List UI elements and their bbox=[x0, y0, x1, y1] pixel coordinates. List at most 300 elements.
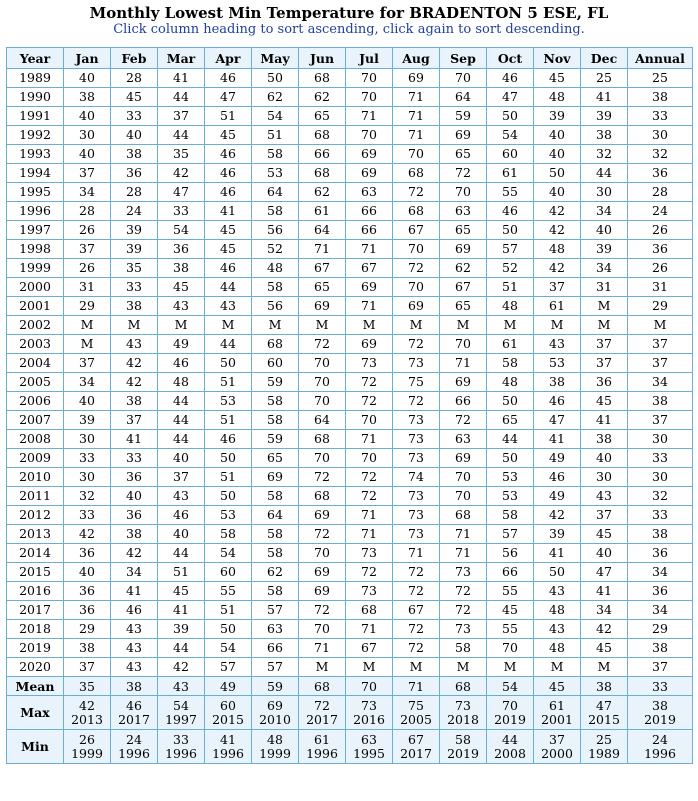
max-cell bbox=[581, 696, 628, 730]
temperature-cell: M bbox=[346, 316, 393, 335]
temperature-cell: 35 bbox=[158, 145, 205, 164]
min-cell bbox=[581, 730, 628, 764]
table-row bbox=[7, 658, 693, 677]
min-year: 1995 bbox=[353, 745, 385, 761]
temperature-cell: 72 bbox=[393, 335, 440, 354]
temperature-cell: M bbox=[299, 316, 346, 335]
temperature-cell: 66 bbox=[487, 563, 534, 582]
temperature-cell: 52 bbox=[487, 259, 534, 278]
temperature-cell: 40 bbox=[534, 183, 581, 202]
temperature-cell: 62 bbox=[252, 88, 299, 107]
mean-value: 70 bbox=[346, 677, 393, 696]
temperature-cell: M bbox=[487, 316, 534, 335]
year-cell: 2014 bbox=[7, 544, 64, 563]
min-year: 2017 bbox=[400, 745, 432, 761]
temperature-cell: 73 bbox=[393, 430, 440, 449]
temperature-cell: 42 bbox=[111, 544, 158, 563]
temperature-cell: 30 bbox=[581, 183, 628, 202]
min-cell bbox=[628, 730, 693, 764]
column-header-apr[interactable]: Apr bbox=[205, 48, 252, 69]
temperature-cell: 39 bbox=[581, 240, 628, 259]
min-cell bbox=[346, 730, 393, 764]
temperature-cell: 54 bbox=[205, 544, 252, 563]
temperature-cell: 58 bbox=[252, 582, 299, 601]
temperature-cell: 68 bbox=[252, 335, 299, 354]
temperature-cell: 34 bbox=[581, 259, 628, 278]
temperature-cell: 71 bbox=[299, 639, 346, 658]
column-header-mar[interactable]: Mar bbox=[158, 48, 205, 69]
temperature-cell: 36 bbox=[64, 544, 111, 563]
temperature-cell: 48 bbox=[534, 88, 581, 107]
year-cell: 2010 bbox=[7, 468, 64, 487]
temperature-cell: 72 bbox=[440, 164, 487, 183]
temperature-cell: 50 bbox=[205, 449, 252, 468]
max-cell bbox=[158, 696, 205, 730]
temperature-cell: 70 bbox=[346, 449, 393, 468]
year-cell: 2013 bbox=[7, 525, 64, 544]
temperature-cell: 45 bbox=[487, 601, 534, 620]
temperature-cell: 49 bbox=[158, 335, 205, 354]
temperature-cell: 40 bbox=[64, 563, 111, 582]
max-value: 72 bbox=[314, 697, 330, 713]
temperature-cell: 70 bbox=[299, 373, 346, 392]
temperature-cell: 35 bbox=[111, 259, 158, 278]
min-cell bbox=[158, 730, 205, 764]
temperature-cell: 41 bbox=[205, 202, 252, 221]
temperature-cell: 32 bbox=[581, 145, 628, 164]
temperature-cell: 42 bbox=[534, 259, 581, 278]
table-row bbox=[7, 278, 693, 297]
temperature-cell: 28 bbox=[111, 69, 158, 88]
mean-value: 68 bbox=[299, 677, 346, 696]
temperature-cell: M bbox=[440, 316, 487, 335]
column-header-may[interactable]: May bbox=[252, 48, 299, 69]
temperature-cell: 45 bbox=[581, 525, 628, 544]
temperature-cell: 46 bbox=[205, 430, 252, 449]
temperature-cell: 40 bbox=[64, 107, 111, 126]
page-header bbox=[0, 0, 698, 38]
temperature-cell: 42 bbox=[581, 620, 628, 639]
temperature-cell: 53 bbox=[487, 487, 534, 506]
temperature-cell: 51 bbox=[205, 601, 252, 620]
temperature-cell: 38 bbox=[64, 639, 111, 658]
max-cell bbox=[628, 696, 693, 730]
temperature-cell: 65 bbox=[440, 145, 487, 164]
temperature-cell: 72 bbox=[346, 563, 393, 582]
year-cell: 2004 bbox=[7, 354, 64, 373]
temperature-cell: 26 bbox=[64, 221, 111, 240]
temperature-cell: 39 bbox=[158, 620, 205, 639]
temperature-cell: 50 bbox=[534, 164, 581, 183]
max-cell bbox=[393, 696, 440, 730]
year-cell: 1990 bbox=[7, 88, 64, 107]
temperature-cell: M bbox=[158, 316, 205, 335]
temperature-cell: 72 bbox=[393, 259, 440, 278]
min-cell bbox=[111, 730, 158, 764]
temperature-cell: M bbox=[64, 335, 111, 354]
temperature-cell: 72 bbox=[393, 639, 440, 658]
table-row bbox=[7, 506, 693, 525]
temperature-cell: 45 bbox=[111, 88, 158, 107]
table-row bbox=[7, 183, 693, 202]
temperature-cell: 70 bbox=[393, 240, 440, 259]
mean-value: 33 bbox=[628, 677, 693, 696]
temperature-cell: 34 bbox=[581, 601, 628, 620]
temperature-cell: 54 bbox=[158, 221, 205, 240]
temperature-cell: 38 bbox=[111, 145, 158, 164]
min-year: 1996 bbox=[644, 745, 676, 761]
temperature-cell: 30 bbox=[581, 468, 628, 487]
temperature-cell: 64 bbox=[299, 221, 346, 240]
temperature-cell: 43 bbox=[534, 620, 581, 639]
temperature-cell: 51 bbox=[205, 468, 252, 487]
table-row bbox=[7, 620, 693, 639]
temperature-cell: 36 bbox=[628, 544, 693, 563]
table-row bbox=[7, 430, 693, 449]
temperature-cell: 44 bbox=[158, 126, 205, 145]
temperature-cell: 71 bbox=[346, 525, 393, 544]
temperature-cell: 40 bbox=[158, 449, 205, 468]
year-cell: 2011 bbox=[7, 487, 64, 506]
temperature-cell: 66 bbox=[252, 639, 299, 658]
temperature-cell: 45 bbox=[581, 392, 628, 411]
temperature-cell: 62 bbox=[252, 563, 299, 582]
temperature-cell: 70 bbox=[299, 544, 346, 563]
temperature-cell: 69 bbox=[440, 449, 487, 468]
temperature-cell: M bbox=[534, 658, 581, 677]
temperature-cell: 34 bbox=[628, 373, 693, 392]
temperature-cell: 59 bbox=[252, 373, 299, 392]
min-year: 1996 bbox=[306, 745, 338, 761]
year-cell: 2017 bbox=[7, 601, 64, 620]
temperature-cell: 45 bbox=[205, 240, 252, 259]
temperature-table bbox=[6, 47, 693, 764]
temperature-cell: 53 bbox=[252, 164, 299, 183]
year-cell: 2008 bbox=[7, 430, 64, 449]
mean-value: 38 bbox=[111, 677, 158, 696]
max-cell bbox=[111, 696, 158, 730]
temperature-cell: M bbox=[628, 316, 693, 335]
temperature-cell: 28 bbox=[64, 202, 111, 221]
temperature-cell: 40 bbox=[111, 487, 158, 506]
temperature-cell: 61 bbox=[487, 335, 534, 354]
temperature-cell: M bbox=[64, 316, 111, 335]
temperature-cell: 69 bbox=[393, 69, 440, 88]
temperature-cell: 58 bbox=[252, 544, 299, 563]
temperature-cell: 34 bbox=[628, 563, 693, 582]
temperature-cell: 38 bbox=[534, 373, 581, 392]
temperature-cell: 38 bbox=[581, 126, 628, 145]
table-row bbox=[7, 316, 693, 335]
max-value: 42 bbox=[79, 697, 95, 713]
max-cell bbox=[487, 696, 534, 730]
max-year: 2013 bbox=[71, 711, 103, 727]
min-cell bbox=[534, 730, 581, 764]
mean-value: 49 bbox=[205, 677, 252, 696]
temperature-cell: 70 bbox=[299, 620, 346, 639]
temperature-cell: 41 bbox=[158, 601, 205, 620]
temperature-cell: 43 bbox=[158, 297, 205, 316]
temperature-cell: 73 bbox=[393, 525, 440, 544]
sort-instructions: Click column heading to sort ascending, click again to sort descending. bbox=[113, 22, 585, 37]
temperature-cell: 44 bbox=[158, 639, 205, 658]
column-header-aug[interactable]: Aug bbox=[393, 48, 440, 69]
temperature-cell: 55 bbox=[487, 183, 534, 202]
temperature-cell: 38 bbox=[628, 88, 693, 107]
column-header-feb[interactable]: Feb bbox=[111, 48, 158, 69]
temperature-cell: 34 bbox=[64, 183, 111, 202]
temperature-cell: 68 bbox=[440, 506, 487, 525]
temperature-cell: 30 bbox=[628, 468, 693, 487]
temperature-cell: 45 bbox=[158, 278, 205, 297]
temperature-cell: 50 bbox=[487, 221, 534, 240]
temperature-cell: 50 bbox=[205, 620, 252, 639]
temperature-cell: 47 bbox=[205, 88, 252, 107]
temperature-cell: 69 bbox=[440, 240, 487, 259]
temperature-cell: 60 bbox=[252, 354, 299, 373]
column-header-oct[interactable]: Oct bbox=[487, 48, 534, 69]
temperature-cell: 71 bbox=[393, 126, 440, 145]
temperature-cell: 40 bbox=[581, 544, 628, 563]
table-row bbox=[7, 202, 693, 221]
temperature-cell: 47 bbox=[158, 183, 205, 202]
temperature-cell: 37 bbox=[534, 278, 581, 297]
year-cell: 2005 bbox=[7, 373, 64, 392]
table-row bbox=[7, 354, 693, 373]
temperature-cell: 63 bbox=[346, 183, 393, 202]
temperature-cell: 40 bbox=[534, 126, 581, 145]
temperature-cell: 48 bbox=[487, 373, 534, 392]
temperature-cell: 47 bbox=[534, 411, 581, 430]
temperature-cell: 63 bbox=[440, 202, 487, 221]
table-row bbox=[7, 373, 693, 392]
temperature-cell: 40 bbox=[581, 221, 628, 240]
temperature-cell: M bbox=[440, 658, 487, 677]
temperature-cell: 61 bbox=[487, 164, 534, 183]
year-cell: 2015 bbox=[7, 563, 64, 582]
temperature-cell: 37 bbox=[581, 506, 628, 525]
year-cell: 1992 bbox=[7, 126, 64, 145]
temperature-cell: 58 bbox=[487, 354, 534, 373]
temperature-cell: 66 bbox=[440, 392, 487, 411]
temperature-cell: 69 bbox=[346, 335, 393, 354]
temperature-cell: M bbox=[252, 316, 299, 335]
temperature-cell: 64 bbox=[252, 506, 299, 525]
temperature-cell: 68 bbox=[299, 164, 346, 183]
year-cell: 2018 bbox=[7, 620, 64, 639]
temperature-cell: M bbox=[393, 658, 440, 677]
temperature-cell: 72 bbox=[346, 392, 393, 411]
temperature-cell: 32 bbox=[64, 487, 111, 506]
max-year: 2015 bbox=[212, 711, 244, 727]
year-cell: 2002 bbox=[7, 316, 64, 335]
temperature-cell: 33 bbox=[64, 506, 111, 525]
max-value: 73 bbox=[455, 697, 471, 713]
column-header-jul[interactable]: Jul bbox=[346, 48, 393, 69]
temperature-cell: 50 bbox=[487, 449, 534, 468]
max-cell bbox=[252, 696, 299, 730]
temperature-cell: 63 bbox=[252, 620, 299, 639]
max-value: 75 bbox=[408, 697, 424, 713]
temperature-cell: 46 bbox=[205, 145, 252, 164]
temperature-cell: 42 bbox=[534, 506, 581, 525]
temperature-cell: 39 bbox=[64, 411, 111, 430]
temperature-cell: 70 bbox=[393, 145, 440, 164]
temperature-cell: 51 bbox=[205, 373, 252, 392]
temperature-cell: M bbox=[534, 316, 581, 335]
min-value: 33 bbox=[173, 731, 189, 747]
min-year: 2008 bbox=[494, 745, 526, 761]
temperature-cell: 36 bbox=[111, 506, 158, 525]
temperature-cell: 49 bbox=[534, 487, 581, 506]
temperature-cell: 44 bbox=[487, 430, 534, 449]
year-cell: 2009 bbox=[7, 449, 64, 468]
table-row bbox=[7, 392, 693, 411]
temperature-cell: 44 bbox=[581, 164, 628, 183]
temperature-cell: 72 bbox=[299, 468, 346, 487]
temperature-cell: 44 bbox=[158, 430, 205, 449]
temperature-cell: 25 bbox=[581, 69, 628, 88]
year-cell: 1993 bbox=[7, 145, 64, 164]
temperature-cell: 48 bbox=[158, 373, 205, 392]
temperature-cell: 69 bbox=[393, 297, 440, 316]
temperature-cell: 36 bbox=[628, 240, 693, 259]
temperature-cell: 42 bbox=[534, 221, 581, 240]
temperature-cell: 34 bbox=[581, 202, 628, 221]
min-value: 26 bbox=[79, 731, 95, 747]
temperature-cell: 59 bbox=[252, 430, 299, 449]
temperature-cell: 70 bbox=[440, 468, 487, 487]
temperature-cell: 63 bbox=[440, 430, 487, 449]
temperature-cell: 70 bbox=[393, 278, 440, 297]
temperature-cell: 69 bbox=[299, 506, 346, 525]
temperature-cell: M bbox=[111, 316, 158, 335]
year-cell: 1989 bbox=[7, 69, 64, 88]
temperature-cell: 73 bbox=[440, 620, 487, 639]
temperature-cell: 43 bbox=[111, 335, 158, 354]
temperature-cell: 40 bbox=[64, 145, 111, 164]
temperature-cell: 33 bbox=[111, 449, 158, 468]
temperature-cell: 26 bbox=[628, 221, 693, 240]
temperature-cell: 42 bbox=[158, 164, 205, 183]
year-cell: 2007 bbox=[7, 411, 64, 430]
summary-section bbox=[7, 677, 693, 764]
column-header-dec[interactable]: Dec bbox=[581, 48, 628, 69]
temperature-cell: 31 bbox=[581, 278, 628, 297]
temperature-cell: 33 bbox=[628, 107, 693, 126]
mean-value: 38 bbox=[581, 677, 628, 696]
temperature-cell: 36 bbox=[64, 601, 111, 620]
temperature-cell: 56 bbox=[252, 221, 299, 240]
temperature-cell: 26 bbox=[628, 259, 693, 278]
min-cell bbox=[487, 730, 534, 764]
temperature-cell: 51 bbox=[487, 278, 534, 297]
temperature-cell: 73 bbox=[393, 354, 440, 373]
temperature-cell: M bbox=[487, 658, 534, 677]
table-row bbox=[7, 164, 693, 183]
temperature-cell: 62 bbox=[299, 183, 346, 202]
temperature-cell: 37 bbox=[581, 354, 628, 373]
temperature-cell: 42 bbox=[111, 373, 158, 392]
temperature-cell: 36 bbox=[158, 240, 205, 259]
temperature-cell: 65 bbox=[487, 411, 534, 430]
temperature-cell: 40 bbox=[581, 449, 628, 468]
temperature-cell: 70 bbox=[440, 69, 487, 88]
max-year: 2001 bbox=[541, 711, 573, 727]
table-row bbox=[7, 69, 693, 88]
column-header-annual[interactable]: Annual bbox=[628, 48, 693, 69]
temperature-cell: 38 bbox=[158, 259, 205, 278]
column-header-jan[interactable]: Jan bbox=[64, 48, 111, 69]
temperature-cell: 39 bbox=[534, 107, 581, 126]
max-value: 61 bbox=[549, 697, 565, 713]
temperature-cell: 62 bbox=[440, 259, 487, 278]
temperature-cell: 44 bbox=[158, 411, 205, 430]
temperature-cell: 48 bbox=[534, 639, 581, 658]
temperature-cell: 44 bbox=[158, 392, 205, 411]
temperature-cell: 30 bbox=[64, 468, 111, 487]
temperature-cell: 70 bbox=[346, 69, 393, 88]
temperature-cell: 67 bbox=[299, 259, 346, 278]
max-year: 2010 bbox=[259, 711, 291, 727]
temperature-cell: 31 bbox=[64, 278, 111, 297]
temperature-cell: 47 bbox=[581, 563, 628, 582]
temperature-cell: 48 bbox=[534, 601, 581, 620]
column-header-nov[interactable]: Nov bbox=[534, 48, 581, 69]
temperature-cell: 57 bbox=[487, 240, 534, 259]
temperature-cell: 67 bbox=[346, 639, 393, 658]
temperature-cell: M bbox=[581, 297, 628, 316]
year-cell: 1996 bbox=[7, 202, 64, 221]
temperature-cell: 37 bbox=[64, 354, 111, 373]
table-row bbox=[7, 582, 693, 601]
temperature-cell: 36 bbox=[581, 373, 628, 392]
table-row bbox=[7, 240, 693, 259]
temperature-cell: 71 bbox=[440, 354, 487, 373]
temperature-cell: 40 bbox=[64, 392, 111, 411]
table-row bbox=[7, 126, 693, 145]
temperature-cell: 57 bbox=[252, 658, 299, 677]
temperature-cell: 65 bbox=[299, 107, 346, 126]
temperature-cell: 56 bbox=[487, 544, 534, 563]
year-cell: 1995 bbox=[7, 183, 64, 202]
column-header-sep[interactable]: Sep bbox=[440, 48, 487, 69]
temperature-cell: 40 bbox=[111, 126, 158, 145]
temperature-cell: 33 bbox=[628, 449, 693, 468]
temperature-cell: 29 bbox=[64, 297, 111, 316]
column-header-jun[interactable]: Jun bbox=[299, 48, 346, 69]
temperature-cell: 38 bbox=[111, 392, 158, 411]
temperature-cell: 72 bbox=[393, 392, 440, 411]
max-value: 70 bbox=[502, 697, 518, 713]
temperature-cell: 37 bbox=[64, 658, 111, 677]
temperature-cell: 44 bbox=[158, 544, 205, 563]
temperature-cell: 38 bbox=[628, 639, 693, 658]
min-value: 25 bbox=[596, 731, 612, 747]
max-value: 46 bbox=[126, 697, 142, 713]
temperature-cell: 49 bbox=[534, 449, 581, 468]
temperature-cell: 40 bbox=[158, 525, 205, 544]
temperature-cell: 58 bbox=[252, 525, 299, 544]
temperature-cell: 69 bbox=[440, 126, 487, 145]
temperature-cell: 69 bbox=[346, 164, 393, 183]
year-cell: 2019 bbox=[7, 639, 64, 658]
temperature-cell: 45 bbox=[581, 639, 628, 658]
column-header-year[interactable]: Year bbox=[7, 48, 64, 69]
min-value: 44 bbox=[502, 731, 518, 747]
year-cell: 2012 bbox=[7, 506, 64, 525]
table-row bbox=[7, 335, 693, 354]
